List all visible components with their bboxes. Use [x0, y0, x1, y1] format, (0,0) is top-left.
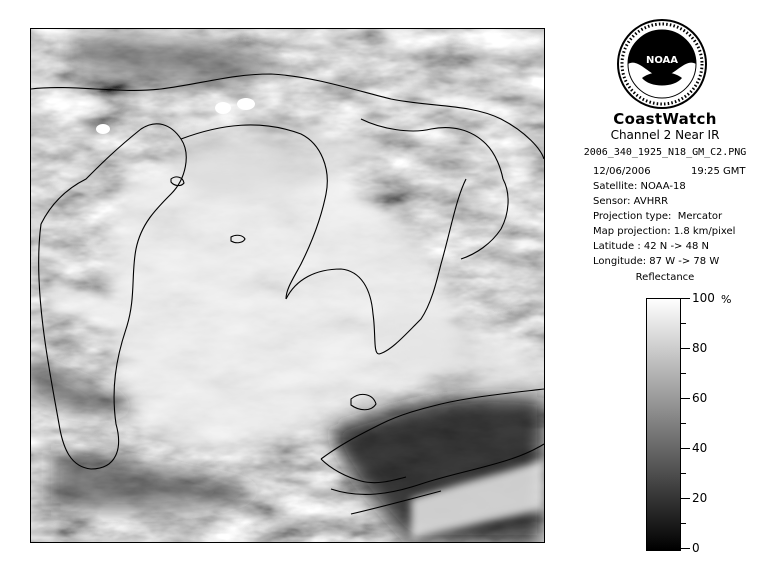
- longitude-label: Longitude: 87 W -> 78 W: [593, 256, 720, 267]
- noaa-logo: [616, 18, 708, 110]
- legend-panel: [548, 0, 782, 572]
- colorbar-tick: [681, 498, 690, 499]
- colorbar-tick: [681, 298, 690, 299]
- satellite-image: [31, 29, 544, 542]
- date-label: 12/06/2006: [593, 166, 651, 177]
- sensor-label: Sensor: AVHRR: [593, 196, 669, 207]
- colorbar-minor-tick: [681, 473, 686, 474]
- time-label: 19:25 GMT: [691, 166, 746, 177]
- colorbar-tick-label: 20: [692, 491, 708, 505]
- colorbar-minor-tick: [681, 423, 686, 424]
- colorbar-tick: [681, 398, 690, 399]
- colorbar-tick: [681, 448, 690, 449]
- colorbar-tick-label: 40: [692, 441, 708, 455]
- colorbar-title: Reflectance: [635, 272, 695, 283]
- channel-name: Channel 2 Near IR: [610, 128, 720, 142]
- colorbar-tick-label: 80: [692, 341, 708, 355]
- colorbar-tick-label: 100: [692, 291, 715, 305]
- reflectance-colorbar: [646, 298, 681, 551]
- colorbar-unit: %: [721, 293, 732, 306]
- brand-title: CoastWatch: [613, 110, 717, 128]
- colorbar-tick: [681, 348, 690, 349]
- satellite-label: Satellite: NOAA-18: [593, 181, 686, 192]
- colorbar-tick-label: 60: [692, 391, 708, 405]
- colorbar-minor-tick: [681, 523, 686, 524]
- latitude-label: Latitude : 42 N -> 48 N: [593, 241, 709, 252]
- map-projection-label: Map projection: 1.8 km/pixel: [593, 226, 736, 237]
- file-name: 2006_340_1925_N18_GM_C2.PNG: [583, 147, 747, 158]
- projection-type-label: Projection type: Mercator: [593, 211, 723, 222]
- colorbar-minor-tick: [681, 323, 686, 324]
- colorbar-tick: [681, 548, 690, 549]
- logo-text: NOAA: [645, 55, 679, 66]
- colorbar-tick-label: 0: [692, 541, 700, 555]
- satellite-map: [30, 28, 545, 543]
- colorbar-minor-tick: [681, 373, 686, 374]
